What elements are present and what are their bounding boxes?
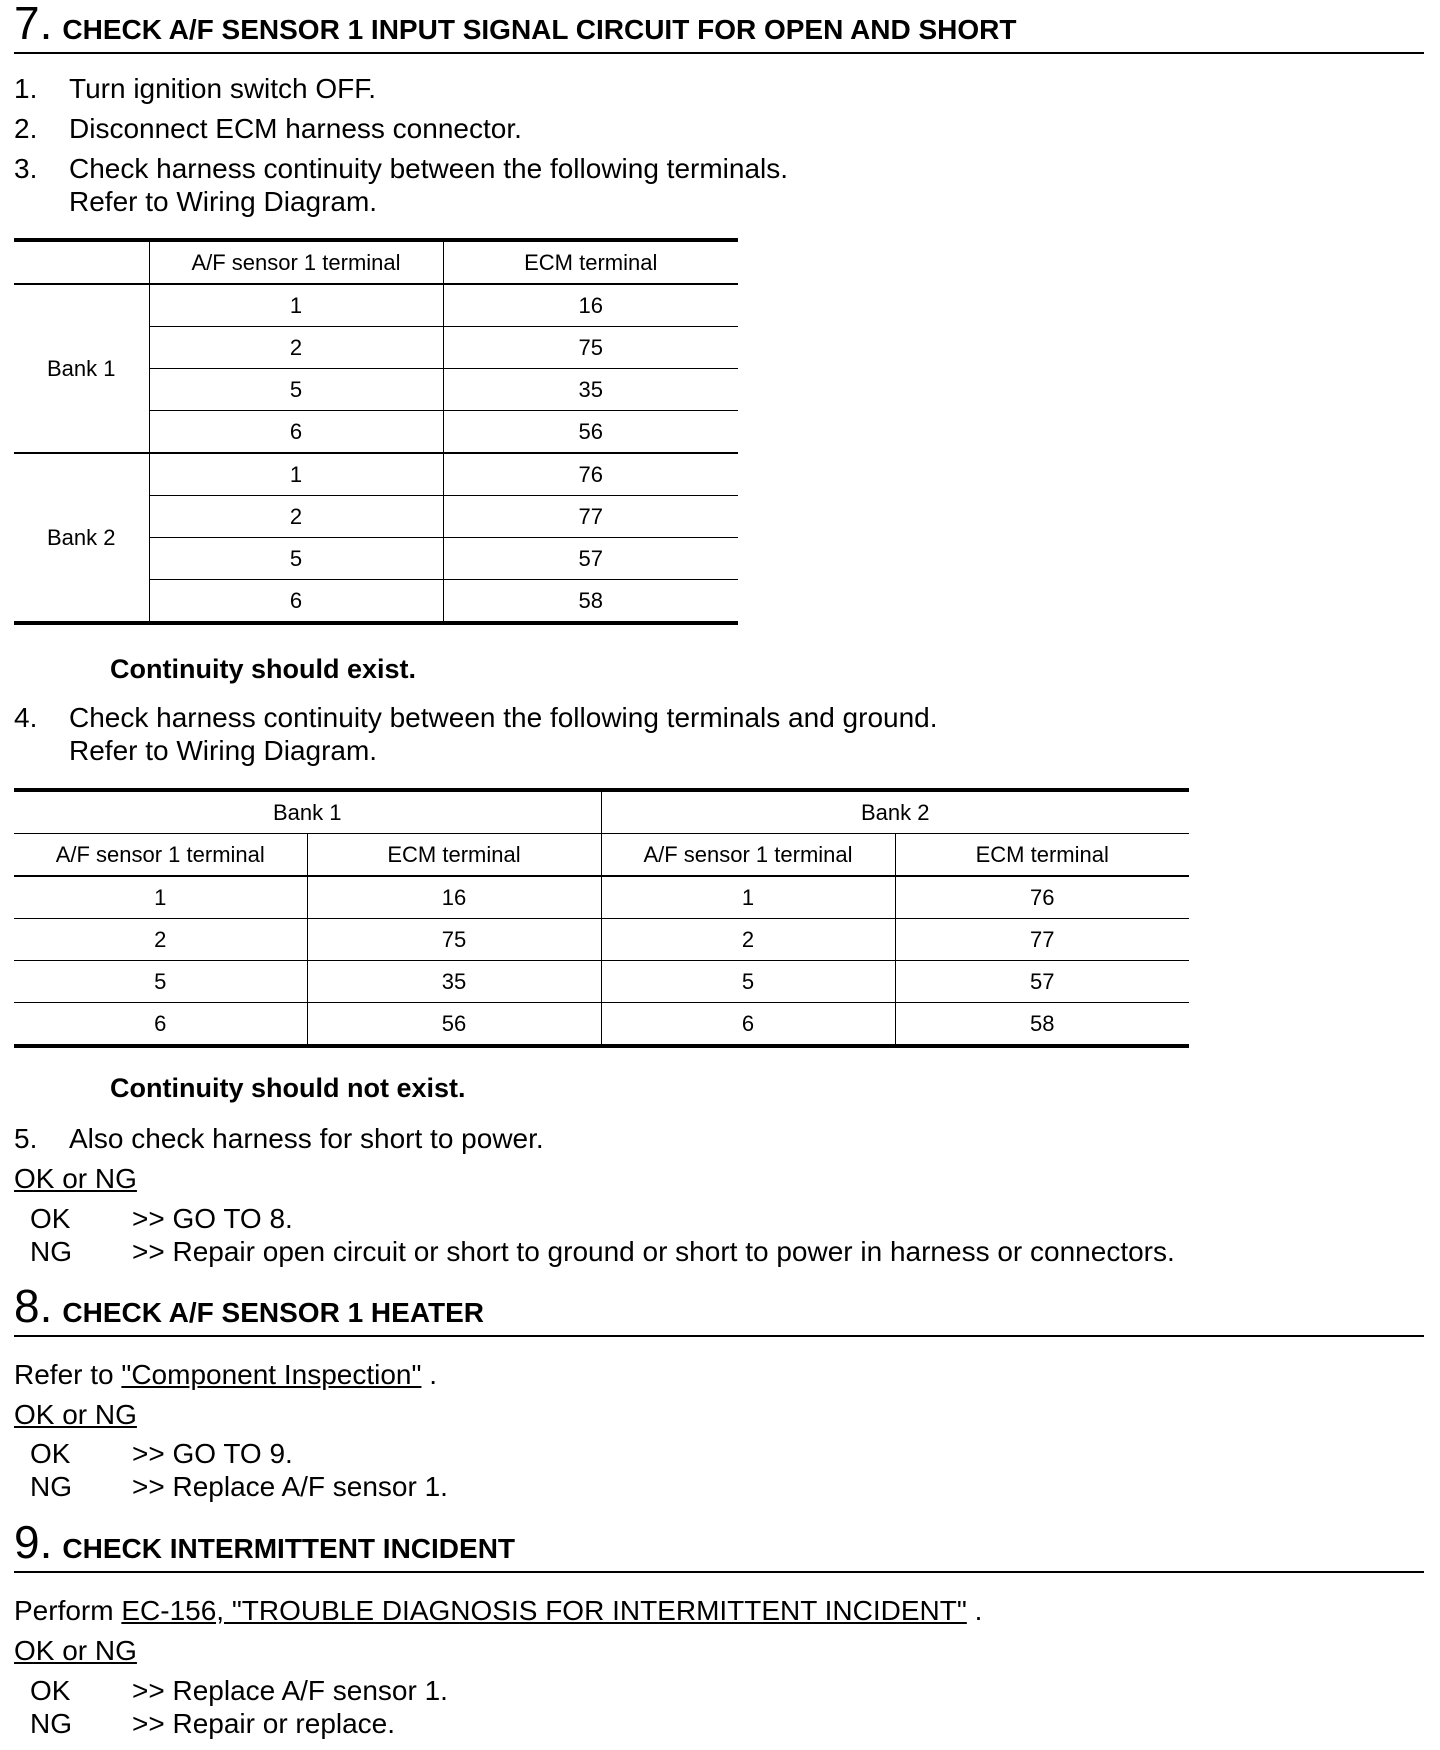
step8-refer: Refer to "Component Inspection" . — [14, 1359, 438, 1390]
step8-number: 8. — [14, 1280, 53, 1332]
step9-heading — [14, 1516, 1424, 1573]
table-header: A/F sensor 1 terminal — [149, 240, 443, 284]
list-item: 4. Check harness continuity between the following terminals and ground. Refer to Wiring Diagram. — [14, 702, 938, 766]
component-inspection-link[interactable]: "Component Inspection" — [121, 1359, 422, 1390]
table-header: ECM terminal — [895, 834, 1189, 877]
bank-label: Bank 1 — [47, 355, 116, 381]
result-ng: NG >> Repair or replace. — [30, 1708, 396, 1739]
result-ok: OK >> Replace A/F sensor 1. — [30, 1675, 448, 1706]
step7-title: CHECK A/F SENSOR 1 INPUT SIGNAL CIRCUIT FOR OPEN AND SHORT — [62, 14, 1017, 45]
table-row: 6 58 — [14, 580, 738, 624]
list-item: 1. Turn ignition switch OFF. — [14, 73, 377, 104]
list-item: 5. Also check harness for short to power. — [14, 1123, 544, 1154]
step8-heading — [14, 1280, 1424, 1337]
no-continuity-expectation: Continuity should not exist. — [110, 1073, 466, 1103]
step9-number: 9. — [14, 1516, 53, 1568]
result-ok: OK >> GO TO 8. — [30, 1203, 293, 1234]
ok-ng-label: OK or NG — [14, 1635, 137, 1666]
step8-title: CHECK A/F SENSOR 1 HEATER — [62, 1297, 484, 1328]
step7-heading — [14, 0, 1424, 54]
table-row: 2 77 — [14, 496, 738, 538]
step7-number: 7. — [14, 0, 53, 49]
step9-results — [14, 1674, 448, 1740]
table-header-row — [14, 790, 1189, 834]
ok-ng-label: OK or NG — [14, 1399, 137, 1430]
step9-title: CHECK INTERMITTENT INCIDENT — [62, 1533, 516, 1564]
ok-ng-label: OK or NG — [14, 1163, 137, 1194]
table-row: 2 75 — [14, 327, 738, 369]
table-row: 6 56 — [14, 411, 738, 454]
table-header: Bank 1 — [273, 799, 342, 825]
list-item: 3. Check harness continuity between the following terminals. Refer to Wiring Diagram. — [14, 153, 789, 217]
result-ng: NG >> Replace A/F sensor 1. — [30, 1471, 448, 1502]
step9-perform: Perform EC-156, "TROUBLE DIAGNOSIS FOR INTERMITTENT INCIDENT" . — [14, 1595, 983, 1626]
table-row: Bank 1 1 16 — [14, 284, 738, 327]
table-row: 5 57 — [14, 538, 738, 580]
table-row: 1 16 1 76 — [14, 876, 1189, 919]
table-header: ECM terminal — [443, 240, 738, 284]
ground-continuity-table — [14, 788, 1189, 1048]
step8-results — [14, 1437, 448, 1503]
result-ng: NG >> Repair open circuit or short to ground or short to power in harness or connectors. — [30, 1236, 1175, 1267]
table-header: A/F sensor 1 terminal — [601, 834, 895, 877]
continuity-expectation: Continuity should exist. — [110, 654, 417, 684]
table-row: Bank 2 1 76 — [14, 453, 738, 496]
bank-label: Bank 2 — [47, 524, 116, 550]
table-header: Bank 2 — [601, 790, 1189, 834]
table-header: ECM terminal — [307, 834, 601, 877]
step7-results — [14, 1202, 1175, 1268]
result-ok: OK >> GO TO 9. — [30, 1438, 293, 1469]
continuity-table — [14, 238, 738, 625]
table-row: 5 35 5 57 — [14, 961, 1189, 1003]
table-row: 6 56 6 58 — [14, 1003, 1189, 1047]
table-row: 5 35 — [14, 369, 738, 411]
table-row: 2 75 2 77 — [14, 919, 1189, 961]
intermittent-incident-link[interactable]: EC-156, "TROUBLE DIAGNOSIS FOR INTERMITTENT INCIDENT" — [121, 1595, 967, 1626]
table-header: A/F sensor 1 terminal — [55, 841, 265, 867]
list-item: 2. Disconnect ECM harness connector. — [14, 113, 522, 144]
step7-items-1-3 — [14, 72, 788, 218]
table-header-row — [14, 834, 1189, 877]
